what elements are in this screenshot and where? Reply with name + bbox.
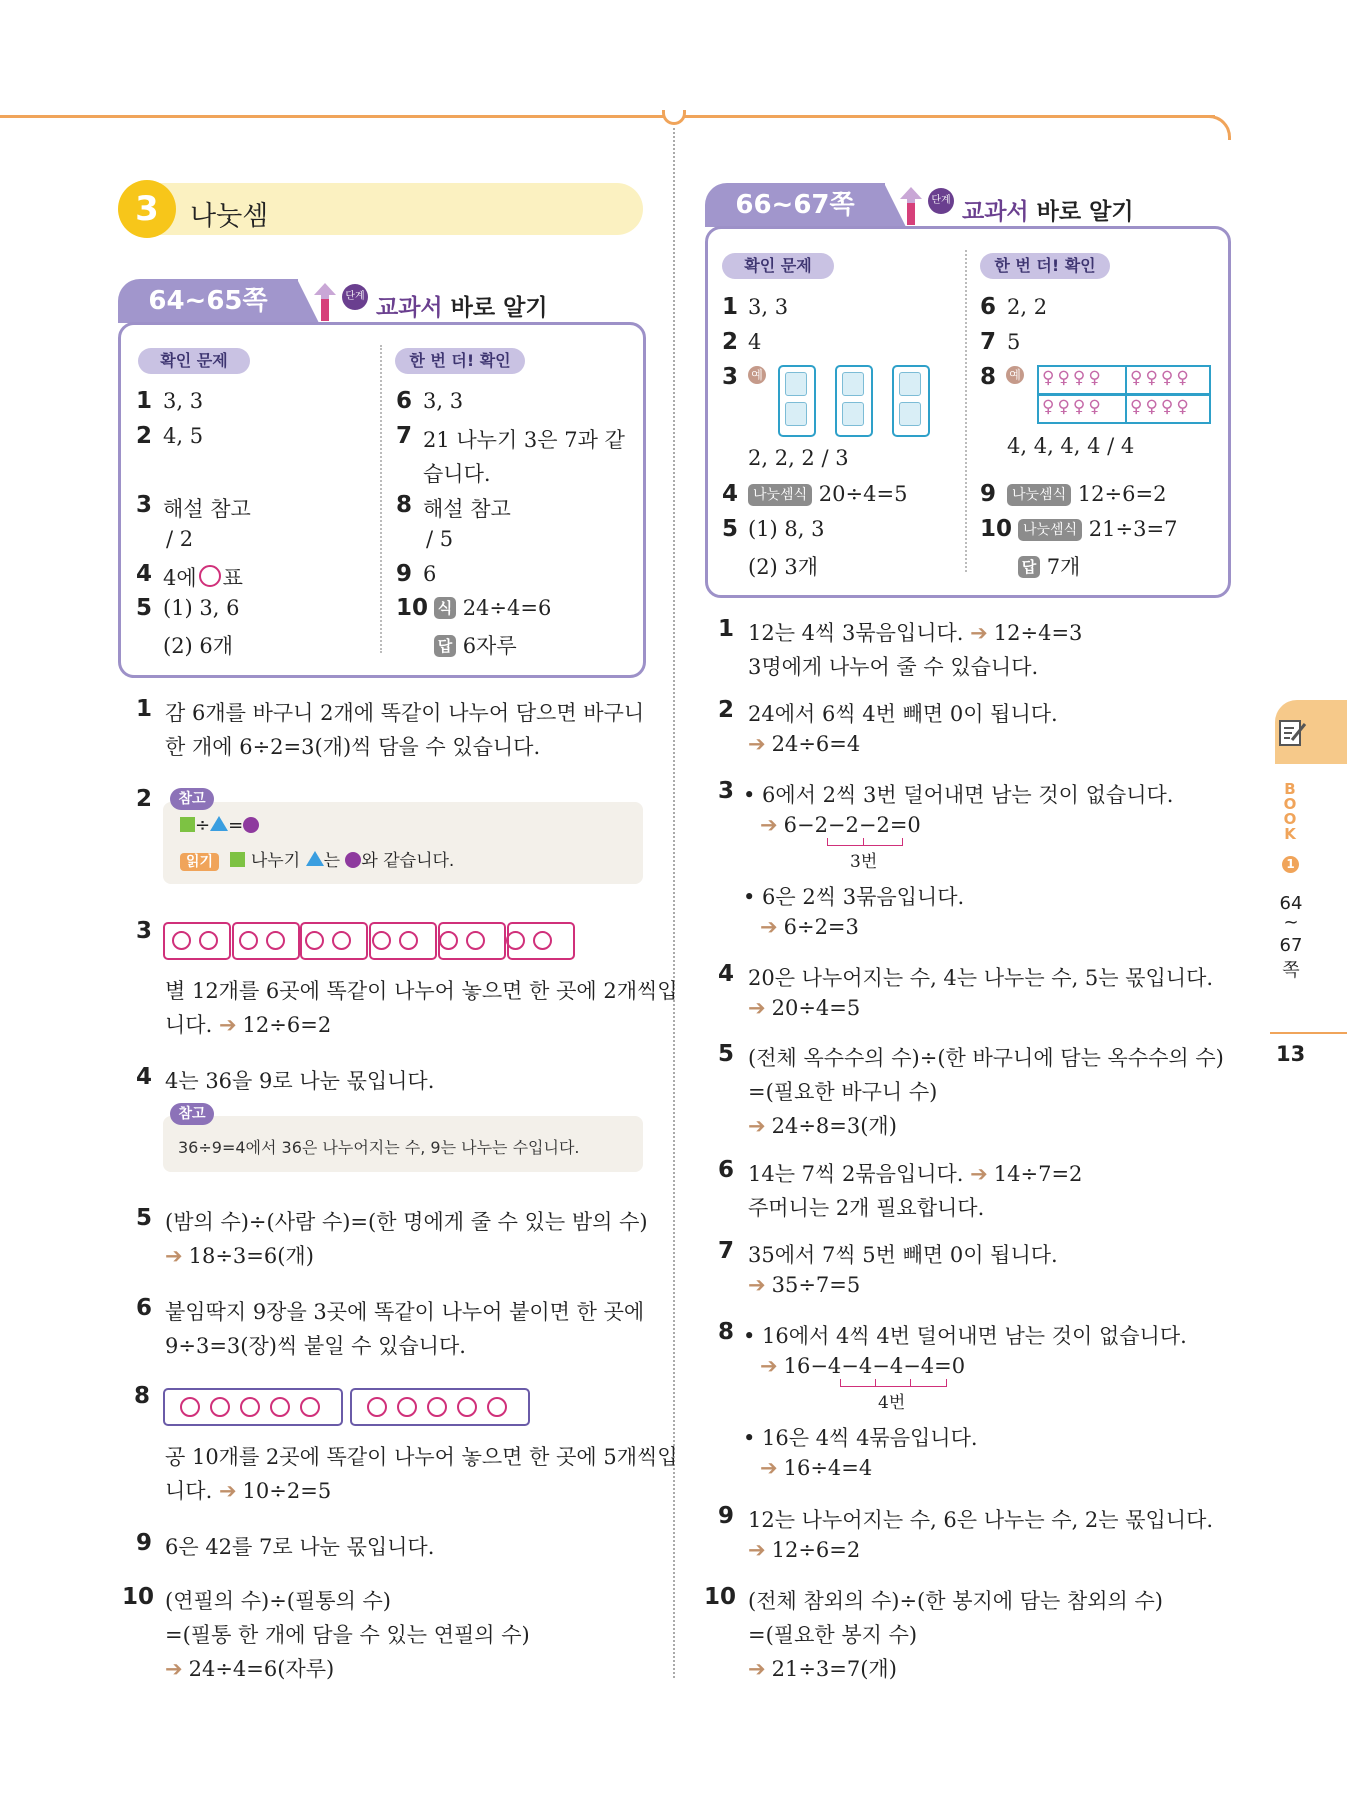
- right-sol-3-line2: [760, 813, 921, 837]
- toilet-paper-icon: [899, 402, 921, 426]
- right-check-num-3: 3: [722, 364, 739, 390]
- left-sol-4-note-text: 36÷9=4에서 36은 나누어지는 수, 9는 나누는 수입니다.: [178, 1138, 580, 1157]
- left-section-tab: 64~65쪽: [118, 279, 298, 323]
- right-again-num-7: 7: [980, 329, 997, 355]
- lollipop-icon: ♀: [1042, 368, 1058, 388]
- right-sol-num-4: 4: [718, 961, 735, 987]
- read-text-2: 는: [323, 851, 340, 871]
- left-sol-10-line3-text: 24÷4=6(자루): [188, 1657, 335, 1681]
- right-sol-3-line4: [760, 915, 859, 939]
- arrow-icon: ➔: [970, 621, 988, 645]
- green-square-icon-2: [230, 852, 245, 867]
- brace-8-mid-a: [875, 1379, 876, 1386]
- right-again-answer-7: 5: [1007, 330, 1021, 354]
- circle-icon: [180, 1397, 200, 1417]
- arrow-icon: ➔: [760, 1354, 778, 1378]
- circle-icon: [266, 931, 285, 950]
- left-sol-8-line1: 공 10개를 2곳에 똑같이 나누어 놓으면 한 곳에 5개씩입: [165, 1445, 678, 1469]
- circle-icon: [506, 931, 525, 950]
- circle-row-8a: [175, 1397, 325, 1419]
- right-sol-8-line1: • 16에서 4씩 4번 덜어내면 남는 것이 없습니다.: [743, 1324, 1187, 1348]
- toilet-paper-icon: [785, 402, 807, 426]
- page-number-rule: [1270, 1032, 1347, 1034]
- left-check-num-5: 5: [136, 595, 153, 621]
- lollipop-icon: ♀: [1176, 368, 1192, 388]
- right-check-num-1: 1: [722, 294, 739, 320]
- side-pages-unit: 쪽: [1282, 960, 1300, 981]
- left-check-answer-3: 해설 참고: [163, 497, 251, 521]
- arrow-icon: ➔: [165, 1244, 183, 1268]
- toilet-paper-icon: [842, 402, 864, 426]
- top-divider-curve: [1200, 115, 1231, 140]
- circle-icon: [270, 1397, 290, 1417]
- left-sol-3-line2-a: 니다.: [165, 1013, 213, 1037]
- purple-circle-icon-2: [345, 852, 361, 868]
- lollipop-icon: ♀: [1145, 368, 1161, 388]
- arrow-icon: ➔: [970, 1162, 988, 1186]
- right-again-answer-10b: [1018, 551, 1080, 581]
- div-sign: ÷: [195, 815, 211, 836]
- chapter-number-badge: 3: [118, 180, 176, 238]
- lollipop-icon: ♀: [1176, 397, 1192, 417]
- toilet-paper-icon: [842, 372, 864, 396]
- right-again-num-6: 6: [980, 294, 997, 320]
- toilet-paper-icon: [899, 372, 921, 396]
- left-sol-2-read: [180, 846, 454, 871]
- left-again-answer-8b: / 5: [426, 527, 454, 551]
- arrow-icon: ➔: [760, 915, 778, 939]
- left-box-divider: [380, 345, 382, 653]
- right-sol-10-line3: [748, 1653, 897, 1683]
- lollipop-row-4: [1130, 397, 1192, 417]
- example-icon: 예: [1006, 366, 1024, 384]
- left-sol-num-5: 5: [136, 1205, 153, 1231]
- lollipop-icon: ♀: [1130, 397, 1146, 417]
- circle-icon: [367, 1397, 387, 1417]
- arrow-icon: ➔: [760, 1456, 778, 1480]
- right-sol-8-line4: [760, 1456, 872, 1480]
- circle-icon: [172, 931, 191, 950]
- right-step-title: [962, 193, 1134, 226]
- right-sol-5-line3: [748, 1110, 897, 1140]
- right-check-num-5: 5: [722, 516, 739, 542]
- left-sol-3-line2: [165, 1009, 331, 1039]
- left-sol-num-6: 6: [136, 1295, 153, 1321]
- right-sol-6-line1: [748, 1158, 1082, 1188]
- left-check-answer-5a: (1) 3, 6: [163, 596, 240, 620]
- lollipop-row-1: [1042, 368, 1104, 388]
- lollipop-icon: ♀: [1130, 368, 1146, 388]
- left-step-title: [376, 289, 548, 322]
- left-sol-10-line1: (연필의 수)÷(필통의 수): [165, 1589, 392, 1613]
- right-sol-num-7: 7: [718, 1238, 735, 1264]
- side-pages-to: 67: [1279, 935, 1303, 956]
- right-box-divider: [965, 250, 967, 572]
- right-sol-9-line2: [748, 1538, 860, 1562]
- left-check-answer-1: 3, 3: [163, 389, 204, 413]
- right-sol-2-line2-text: 24÷6=4: [771, 732, 861, 756]
- lollipop-icon: ♀: [1088, 368, 1104, 388]
- brace-8-label: 4번: [878, 1393, 906, 1413]
- left-again-answer-10: [434, 596, 551, 620]
- arrow-icon: ➔: [748, 1273, 766, 1297]
- left-sol-2-badge: 참고: [170, 788, 214, 810]
- right-check-answer-4-text: 20÷4=5: [818, 482, 908, 506]
- right-again-answer-6: 2, 2: [1007, 295, 1048, 319]
- right-again-num-10: 10: [980, 516, 1013, 542]
- brace-3-mid: [863, 838, 864, 845]
- right-sol-9-line2-text: 12÷6=2: [771, 1538, 861, 1562]
- left-again-answer-6: 3, 3: [423, 389, 464, 413]
- left-sol-4-line1: 4는 36을 9로 나눈 몫입니다.: [165, 1069, 435, 1093]
- arrow-icon: ➔: [748, 996, 766, 1020]
- left-sol-num-9: 9: [136, 1530, 153, 1556]
- left-check-answer-3b: / 2: [166, 527, 194, 551]
- circle-icon: [487, 1397, 507, 1417]
- right-sol-6-line1-b: 14÷7=2: [993, 1162, 1083, 1186]
- left-step-title-b: 바로 알기: [450, 295, 548, 321]
- circle-icon: [457, 1397, 477, 1417]
- right-again-answer-9: [1007, 482, 1166, 506]
- right-again-answer-10-text: 21÷3=7: [1088, 517, 1178, 541]
- left-again-answer-8: 해설 참고: [423, 497, 511, 521]
- lollipop-icon: ♀: [1057, 397, 1073, 417]
- left-again-answer-7: 21 나누기 3은 7과 같: [423, 428, 625, 452]
- left-sol-9-line1: 6은 42를 7로 나눈 몫입니다.: [165, 1535, 435, 1559]
- right-again-pill: 한 번 더! 확인: [980, 253, 1110, 279]
- right-sol-8-line4-text: 16÷4=4: [783, 1456, 873, 1480]
- left-sol-num-8: 8: [134, 1383, 151, 1409]
- right-sol-4-line1: 20은 나누어지는 수, 4는 나누는 수, 5는 몫입니다.: [748, 966, 1214, 990]
- book-label: BOOK: [1283, 780, 1297, 843]
- circle-icon: [466, 931, 485, 950]
- left-check-answer-5b: (2) 6개: [163, 634, 234, 658]
- green-square-icon: [180, 817, 195, 832]
- right-again-answer-10b-text: 7개: [1046, 555, 1081, 579]
- circle-icon: [240, 1397, 260, 1417]
- left-sol-1-line2: 한 개에 6÷2=3(개)씩 담을 수 있습니다.: [165, 735, 541, 759]
- left-again-answer-9: 6: [423, 562, 437, 586]
- left-check-pill: 확인 문제: [138, 348, 250, 374]
- right-sol-8-line2: [760, 1354, 965, 1378]
- circle-icon: [239, 931, 258, 950]
- circle-row: [168, 931, 556, 952]
- example-icon: 예: [748, 366, 766, 384]
- right-sol-1-line1-a: 12는 4씩 3묶음입니다.: [748, 621, 964, 645]
- arrow-icon: ➔: [748, 1657, 766, 1681]
- right-sol-7-line2: [748, 1273, 860, 1297]
- expr-tag: 나눗셈식: [748, 484, 812, 506]
- left-sol-8-line2-b: 10÷2=5: [242, 1479, 332, 1503]
- left-step-badge: 단계: [342, 284, 368, 310]
- left-sol-3-line1: 별 12개를 6곳에 똑같이 나누어 놓으면 한 곳에 2개씩입: [165, 979, 678, 1003]
- right-sol-7-line2-text: 35÷7=5: [771, 1273, 861, 1297]
- right-sol-3-line3: • 6은 2씩 3묶음입니다.: [743, 885, 965, 909]
- lollipop-icon: ♀: [1145, 397, 1161, 417]
- right-sol-4-line2-text: 20÷4=5: [771, 996, 861, 1020]
- arrow-icon: ➔: [218, 1013, 237, 1037]
- brace-8-mid-b: [910, 1379, 911, 1386]
- side-pages-from: 64: [1279, 893, 1303, 914]
- circle-icon: [332, 931, 351, 950]
- blue-triangle-icon-2: [306, 851, 324, 866]
- right-check-answer-1: 3, 3: [748, 295, 789, 319]
- read-tag: 읽기: [180, 853, 219, 871]
- circle-icon: [372, 931, 391, 950]
- right-section-tab: 66~67쪽: [705, 183, 885, 227]
- right-sol-8-line3: • 16은 4씩 4묶음입니다.: [743, 1426, 978, 1450]
- brace-3: [827, 838, 903, 846]
- right-check-answer-3b: 2, 2, 2 / 3: [748, 446, 849, 470]
- eq-sign: =: [228, 815, 244, 836]
- right-sol-1-line1-b: 12÷4=3: [993, 621, 1083, 645]
- lollipop-icon: ♀: [1072, 397, 1089, 417]
- left-again-answer-7b: 습니다.: [423, 462, 491, 486]
- side-pages-tilde: ~: [1283, 912, 1299, 933]
- circle-icon: [427, 1397, 447, 1417]
- right-sol-8-line2-text: 16−4−4−4−4=0: [783, 1354, 966, 1378]
- right-sol-3-line4-text: 6÷2=3: [783, 915, 859, 939]
- read-text-1: 나누기: [250, 851, 301, 871]
- expr-tag: 식: [434, 597, 456, 619]
- left-again-num-8: 8: [396, 492, 413, 518]
- left-check-answer-2: 4, 5: [163, 424, 204, 448]
- right-again-num-8: 8: [980, 364, 997, 390]
- left-sol-8-line2: [165, 1475, 331, 1505]
- right-again-answer-8b: 4, 4, 4, 4 / 4: [1007, 434, 1135, 458]
- left-sol-10-line3: [165, 1653, 334, 1683]
- circle-row-8b: [362, 1397, 512, 1419]
- right-sol-3-line2-text: 6−2−2−2=0: [783, 813, 921, 837]
- right-again-example-badge: [1006, 366, 1024, 386]
- read-text-3: 와 같습니다.: [361, 851, 455, 871]
- left-sol-4-badge: 참고: [170, 1103, 214, 1125]
- top-divider-line: [0, 115, 1215, 118]
- right-sol-3-line1: • 6에서 2씩 3번 덜어내면 남는 것이 없습니다.: [743, 783, 1174, 807]
- arrow-icon: ➔: [760, 813, 778, 837]
- right-check-num-2: 2: [722, 329, 739, 355]
- circle-icon: [210, 1397, 230, 1417]
- brace-3-label: 3번: [850, 852, 878, 872]
- book-number: 1: [1282, 856, 1299, 873]
- circle-icon: [533, 931, 552, 950]
- right-again-answer-10: [1018, 517, 1177, 541]
- left-again-answer-10b-text: 6자루: [462, 634, 517, 658]
- left-check-num-4: 4: [136, 561, 153, 587]
- left-sol-num-3: 3: [136, 918, 153, 944]
- left-again-num-10: 10: [396, 595, 429, 621]
- circle-mark-icon: [199, 565, 221, 587]
- right-sol-10-line3-text: 21÷3=7(개): [771, 1657, 897, 1681]
- circle-icon: [300, 1397, 320, 1417]
- left-check-num-3: 3: [136, 492, 153, 518]
- left-sol-num-10: 10: [122, 1584, 155, 1610]
- left-sol-10-line2: =(필통 한 개에 담을 수 있는 연필의 수): [165, 1623, 530, 1647]
- toilet-paper-icon: [785, 372, 807, 396]
- right-step-badge: 단계: [928, 188, 954, 214]
- lollipop-icon: ♀: [1057, 368, 1073, 388]
- left-check-num-1: 1: [136, 388, 153, 414]
- left-sol-5-line1: (밤의 수)÷(사람 수)=(한 명에게 줄 수 있는 밤의 수): [165, 1210, 648, 1234]
- left-sol-5-line2-text: 18÷3=6(개): [188, 1244, 314, 1268]
- left-check-answer-4-suffix: 표: [222, 566, 243, 590]
- right-sol-num-9: 9: [718, 1503, 735, 1529]
- right-sol-num-8: 8: [718, 1319, 735, 1345]
- circle-icon: [305, 931, 324, 950]
- right-again-answer-9-text: 12÷6=2: [1077, 482, 1167, 506]
- purple-circle-icon: [243, 817, 259, 833]
- expr-tag: 나눗셈식: [1018, 519, 1082, 541]
- right-sol-5-line2: =(필요한 바구니 수): [748, 1080, 938, 1104]
- left-sol-5-line2: [165, 1240, 314, 1270]
- right-sol-6-line1-a: 14는 7씩 2묶음입니다.: [748, 1162, 964, 1186]
- right-sol-6-line2: 주머니는 2개 필요합니다.: [748, 1196, 985, 1220]
- lollipop-icon: ♀: [1160, 397, 1177, 417]
- brace-8: [840, 1379, 947, 1387]
- right-check-num-4: 4: [722, 481, 739, 507]
- right-sol-10-line1: (전체 참외의 수)÷(한 봉지에 담는 참외의 수): [748, 1589, 1163, 1613]
- chapter-title: 나눗셈: [190, 201, 269, 232]
- lollipop-icon: ♀: [1088, 397, 1104, 417]
- lollipop-row-3: [1042, 397, 1104, 417]
- right-step-icon: [900, 187, 922, 225]
- right-check-pill: 확인 문제: [722, 253, 834, 279]
- right-step-title-a: 교과서: [962, 199, 1029, 225]
- right-sol-1-line2: 3명에게 나누어 줄 수 있습니다.: [748, 655, 1039, 679]
- right-sol-num-2: 2: [718, 697, 735, 723]
- left-sol-8-line2-a: 니다.: [165, 1479, 213, 1503]
- right-check-answer-4: [748, 482, 907, 506]
- left-again-answer-10b: [434, 630, 517, 660]
- left-again-pill: 한 번 더! 확인: [395, 348, 525, 374]
- arrow-icon: ➔: [748, 1538, 766, 1562]
- left-sol-num-2: 2: [136, 786, 153, 812]
- lollipop-icon: ♀: [1160, 368, 1177, 388]
- arrow-icon: ➔: [165, 1657, 183, 1681]
- arrow-icon: ➔: [218, 1479, 237, 1503]
- right-sol-4-line2: [748, 996, 860, 1020]
- page-number: 13: [1276, 1042, 1306, 1066]
- left-again-num-7: 7: [396, 423, 413, 449]
- circle-icon: [199, 931, 218, 950]
- right-sol-num-3: 3: [718, 778, 735, 804]
- left-sol-6-line2: 9÷3=3(장)씩 붙일 수 있습니다.: [165, 1334, 466, 1358]
- right-sol-num-10: 10: [704, 1584, 737, 1610]
- left-check-answer-4-text: 4에: [163, 566, 197, 590]
- answer-tag: 답: [434, 635, 456, 657]
- circle-icon: [397, 1397, 417, 1417]
- right-check-answer-2: 4: [748, 330, 762, 354]
- right-check-answer-5a: (1) 8, 3: [748, 517, 825, 541]
- right-sol-10-line2: =(필요한 봉지 수): [748, 1623, 918, 1647]
- top-divider-notch: [662, 110, 686, 125]
- right-sol-num-5: 5: [718, 1041, 735, 1067]
- right-sol-5-line1: (전체 옥수수의 수)÷(한 바구니에 담는 옥수수의 수): [748, 1046, 1224, 1070]
- lollipop-icon: ♀: [1042, 397, 1058, 417]
- right-sol-5-line3-text: 24÷8=3(개): [771, 1114, 897, 1138]
- left-sol-num-4: 4: [136, 1064, 153, 1090]
- right-sol-9-line1: 12는 나누어지는 수, 6은 나누는 수, 2는 몫입니다.: [748, 1508, 1214, 1532]
- left-check-answer-4: [163, 562, 243, 592]
- right-sol-1-line1: [748, 617, 1082, 647]
- right-check-answer-5b: (2) 3개: [748, 555, 819, 579]
- left-step-icon: [314, 283, 336, 321]
- circle-icon: [399, 931, 418, 950]
- left-sol-2-formula: [180, 815, 259, 836]
- left-again-num-6: 6: [396, 388, 413, 414]
- arrow-icon: ➔: [748, 732, 766, 756]
- circle-icon: [439, 931, 458, 950]
- expr-tag: 나눗셈식: [1007, 484, 1071, 506]
- right-sol-2-line2: [748, 732, 860, 756]
- answer-tag: 답: [1018, 556, 1040, 578]
- arrow-icon: ➔: [748, 1114, 766, 1138]
- right-sol-2-line1: 24에서 6씩 4번 빼면 0이 됩니다.: [748, 702, 1058, 726]
- left-again-num-9: 9: [396, 561, 413, 587]
- right-again-num-9: 9: [980, 481, 997, 507]
- left-check-num-2: 2: [136, 423, 153, 449]
- right-sol-num-6: 6: [718, 1157, 735, 1183]
- left-step-title-a: 교과서: [376, 295, 443, 321]
- left-sol-3-line2-b: 12÷6=2: [242, 1013, 332, 1037]
- right-step-title-b: 바로 알기: [1036, 199, 1134, 225]
- left-sol-1-line1: 감 6개를 바구니 2개에 똑같이 나누어 담으면 바구니: [165, 701, 645, 725]
- right-sol-7-line1: 35에서 7씩 5번 빼면 0이 됩니다.: [748, 1243, 1058, 1267]
- blue-triangle-icon: [210, 816, 228, 831]
- right-sol-num-1: 1: [718, 616, 735, 642]
- left-sol-num-1: 1: [136, 696, 153, 722]
- right-check-example-badge: [748, 366, 766, 386]
- lollipop-row-2: [1130, 368, 1192, 388]
- left-again-answer-10-text: 24÷4=6: [462, 596, 552, 620]
- left-sol-6-line1: 붙임딱지 9장을 3곳에 똑같이 나누어 붙이면 한 곳에: [165, 1300, 645, 1324]
- note-edit-icon: [1278, 718, 1308, 748]
- lollipop-icon: ♀: [1072, 368, 1089, 388]
